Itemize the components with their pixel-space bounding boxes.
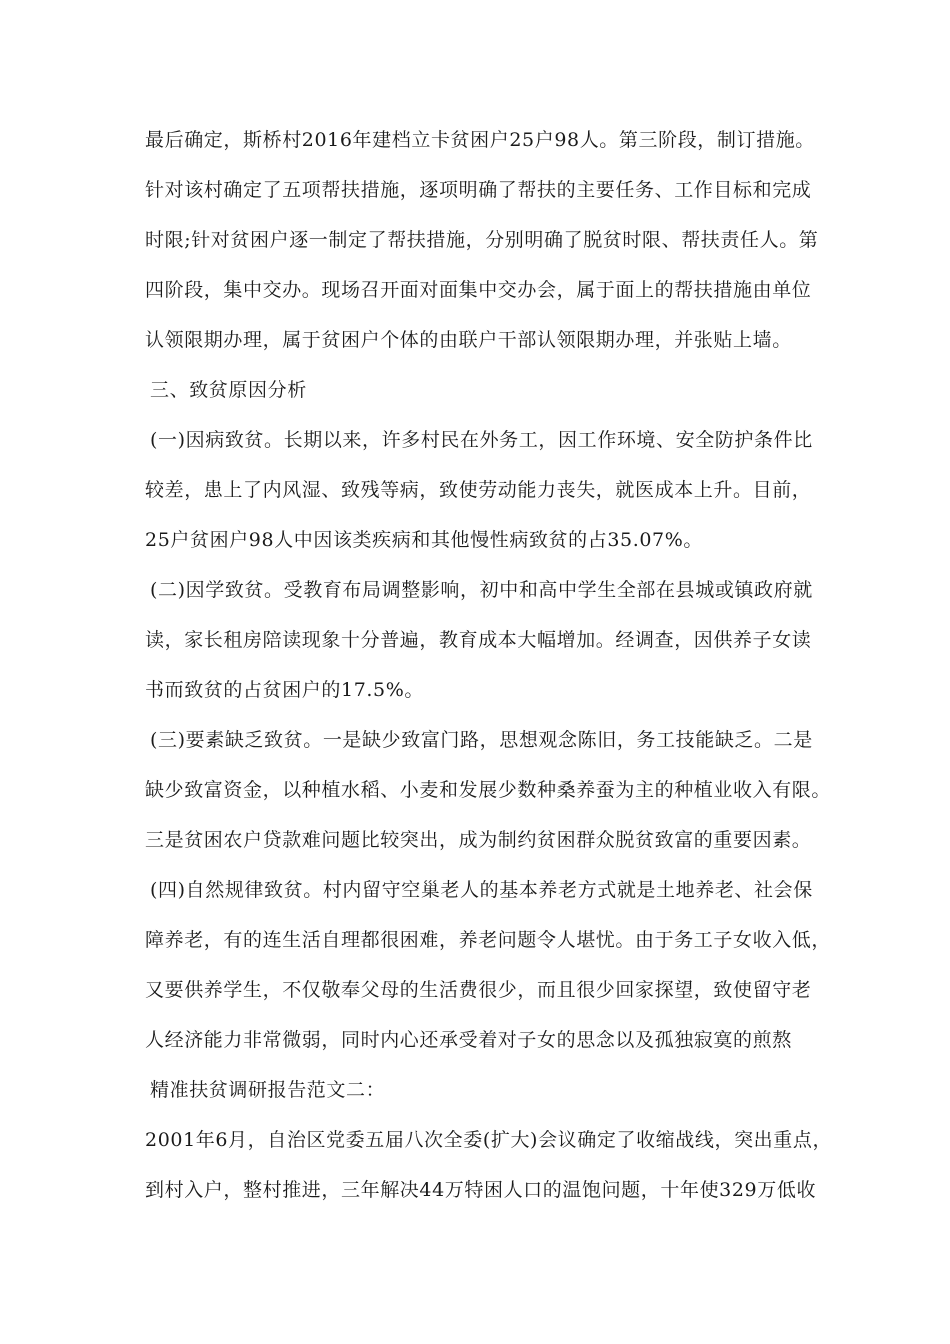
paragraph-line: 三是贫困农户贷款难问题比较突出，成为制约贫困群众脱贫致富的重要因素。 <box>145 829 812 851</box>
paragraph-line: 人经济能力非常微弱，同时内心还承受着对子女的思念以及孤独寂寞的煎熬 <box>145 1029 792 1051</box>
section-heading: 三、致贫原因分析 <box>150 379 307 401</box>
paragraph-line: 书而致贫的占贫困户的17.5%。 <box>145 679 424 701</box>
paragraph-line: (三)要素缺乏致贫。一是缺少致富门路，思想观念陈旧，务工技能缺乏。二是 <box>150 729 813 751</box>
paragraph-line: 较差，患上了内风湿、致残等病，致使劳动能力丧失，就医成本上升。目前， <box>145 479 812 501</box>
paragraph-line: (二)因学致贫。受教育布局调整影响，初中和高中学生全部在县城或镇政府就 <box>150 579 813 601</box>
paragraph-line: 障养老，有的连生活自理都很困难，养老问题令人堪忧。由于务工子女收入低， <box>145 929 832 951</box>
paragraph-line: 缺少致富资金，以种植水稻、小麦和发展少数种桑养蚕为主的种植业收入有限。 <box>145 779 832 801</box>
paragraph-line: 针对该村确定了五项帮扶措施，逐项明确了帮扶的主要任务、工作目标和完成 <box>145 179 812 201</box>
paragraph-line: 25户贫困户98人中因该类疾病和其他慢性病致贫的占35.07%。 <box>145 529 704 551</box>
paragraph-line: (四)自然规律致贫。村内留守空巢老人的基本养老方式就是土地养老、社会保 <box>150 879 813 901</box>
paragraph-line: 最后确定，斯桥村2016年建档立卡贫困户25户98人。第三阶段，制订措施。 <box>145 129 815 151</box>
section-heading: 精准扶贫调研报告范文二： <box>150 1079 386 1101</box>
paragraph-line: 读，家长租房陪读现象十分普遍，教育成本大幅增加。经调查，因供养子女读 <box>145 629 812 651</box>
paragraph-line: 认领限期办理，属于贫困户个体的由联户干部认领限期办理，并张贴上墙。 <box>145 329 792 351</box>
paragraph-line: (一)因病致贫。长期以来，许多村民在外务工，因工作环境、安全防护条件比 <box>150 429 813 451</box>
paragraph-line: 又要供养学生，不仅敬奉父母的生活费很少，而且很少回家探望，致使留守老 <box>145 979 812 1001</box>
paragraph-line: 2001年6月，自治区党委五届八次全委(扩大)会议确定了收缩战线，突出重点， <box>145 1129 833 1151</box>
paragraph-line: 四阶段，集中交办。现场召开面对面集中交办会，属于面上的帮扶措施由单位 <box>145 279 812 301</box>
paragraph-line: 到村入户，整村推进，三年解决44万特困人口的温饱问题，十年使329万低收 <box>145 1179 817 1201</box>
paragraph-line: 时限;针对贫困户逐一制定了帮扶措施，分别明确了脱贫时限、帮扶责任人。第 <box>145 229 819 251</box>
